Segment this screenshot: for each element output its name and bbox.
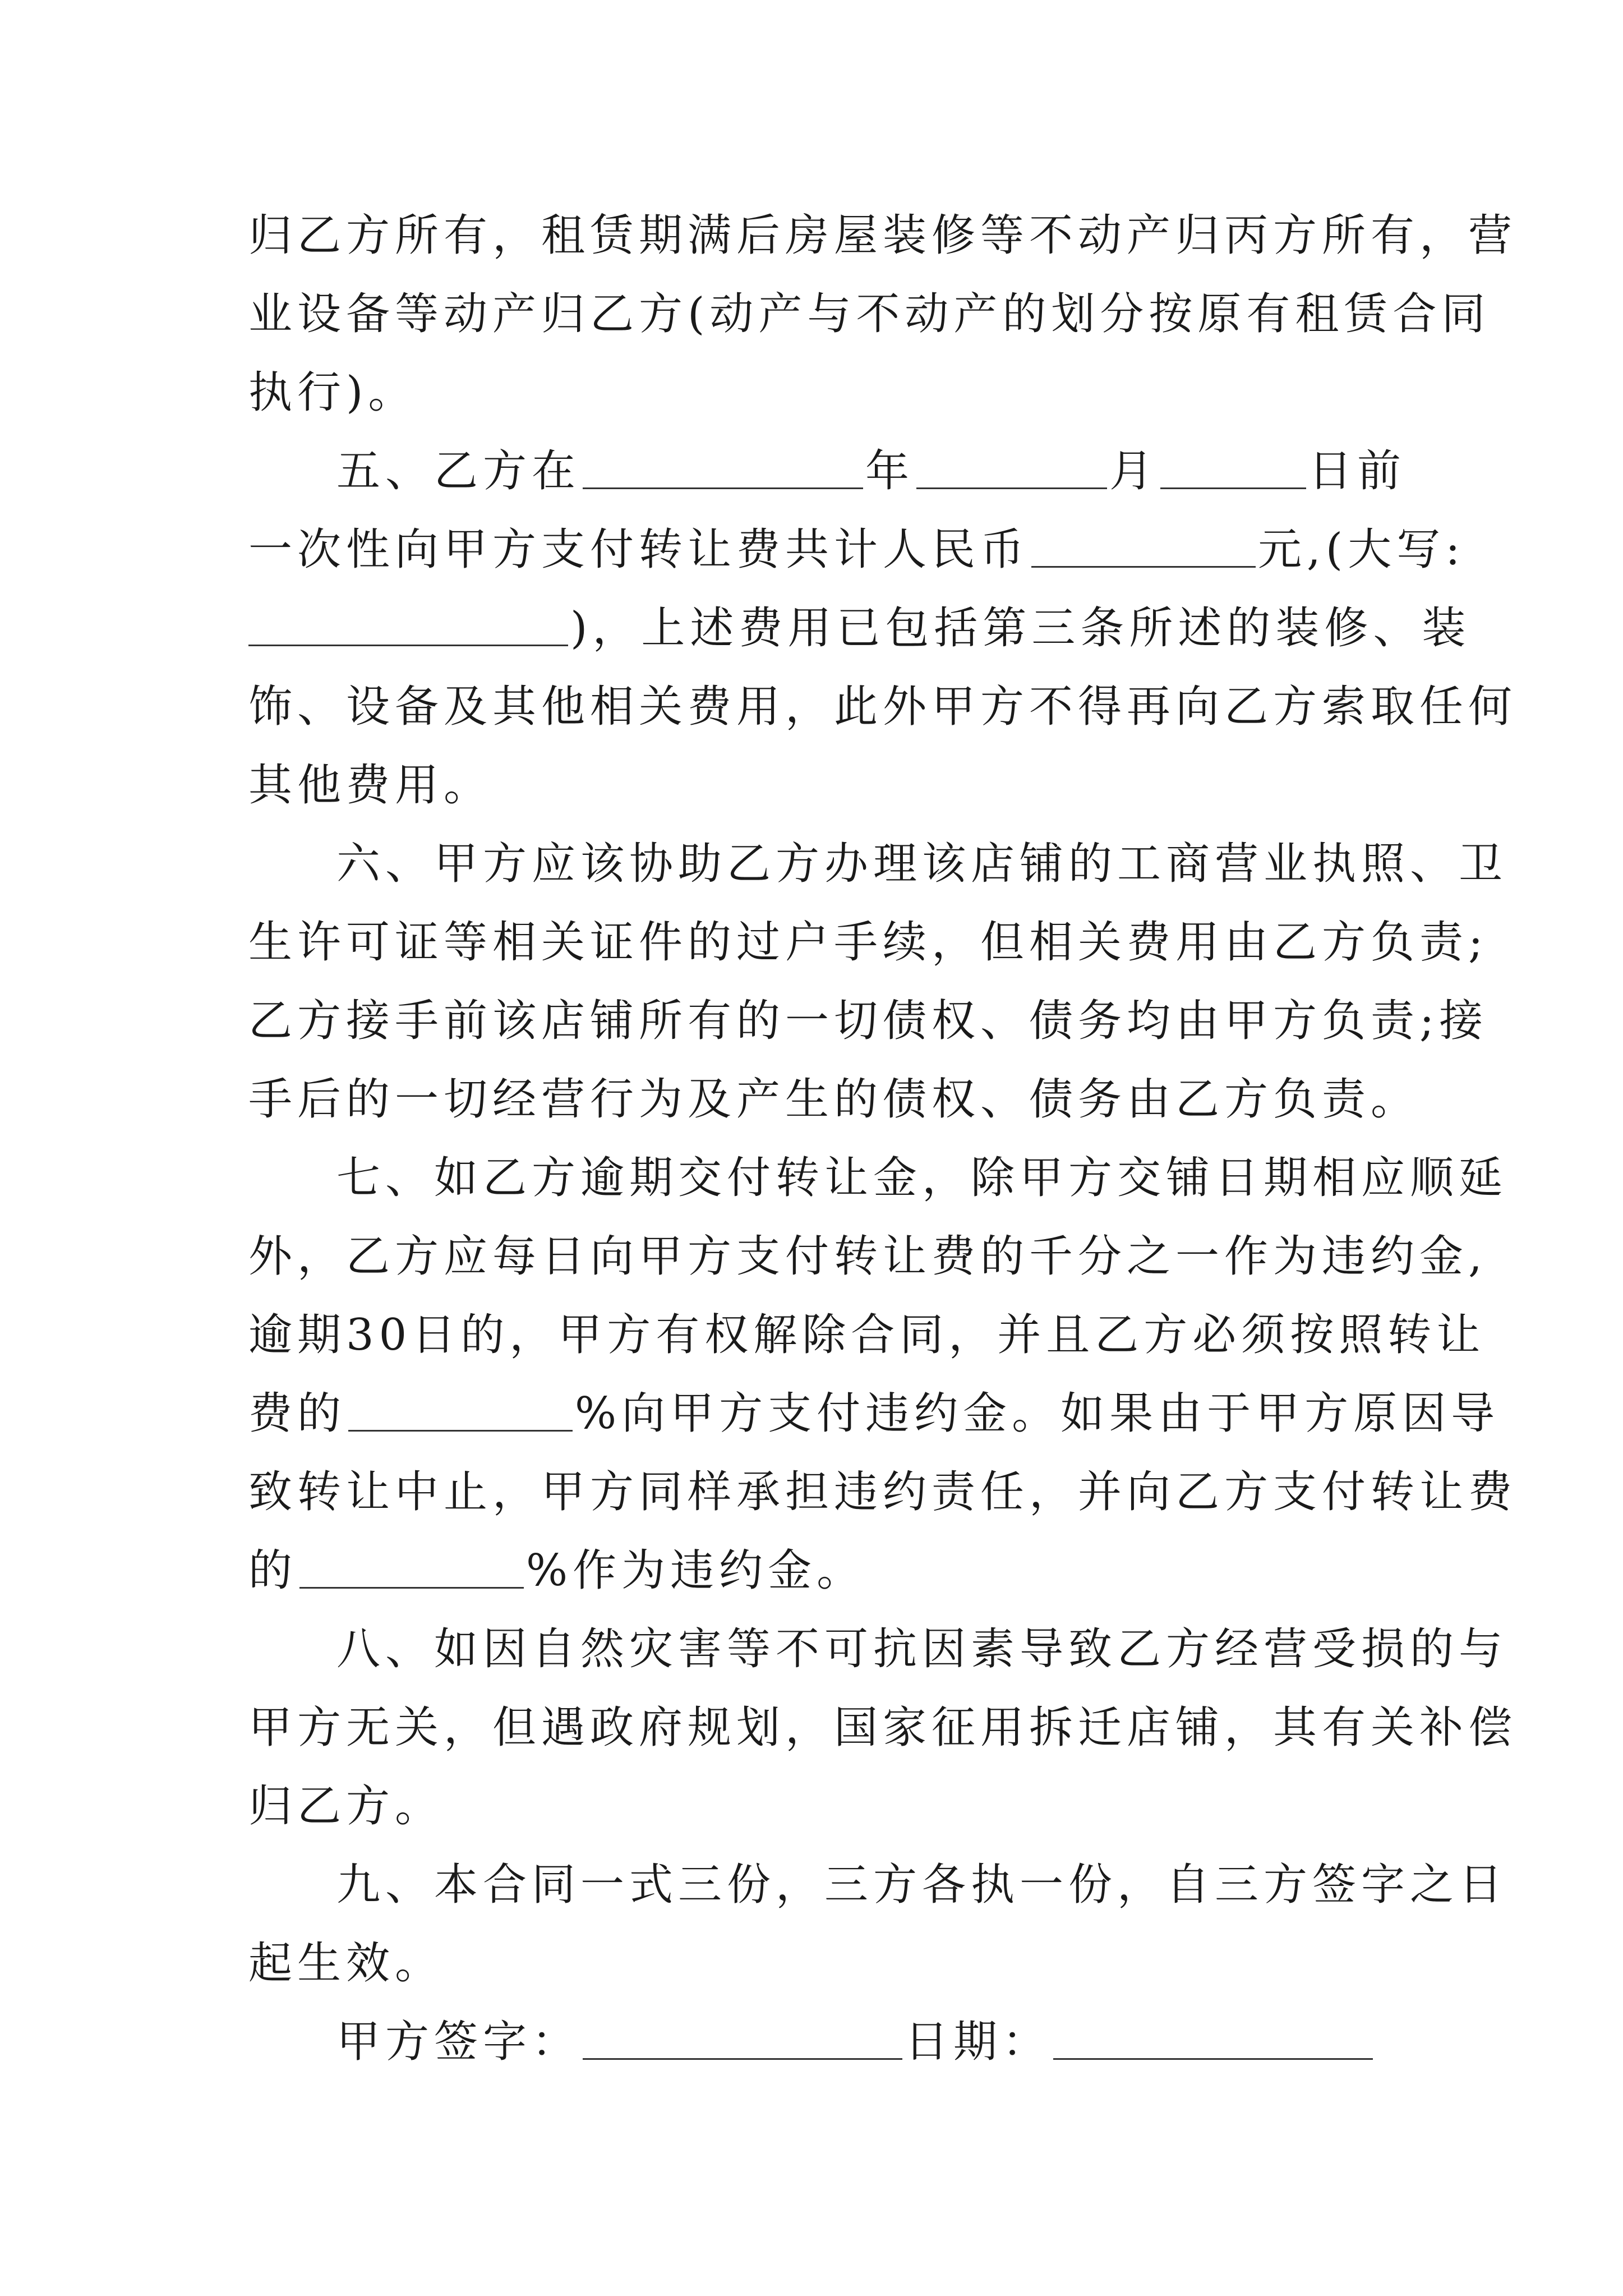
paragraph-line bbox=[248, 1543, 1387, 1599]
paragraph-line bbox=[248, 1307, 1486, 1363]
penalty-percent-blank[interactable] bbox=[348, 1391, 573, 1432]
line-text: 生许可证等相关证件的过户手续，但相关费用由乙方负责; bbox=[248, 917, 1488, 968]
line-text: 六、甲方应该协助乙方办理该店铺的工商营业执照、卫 bbox=[336, 839, 1508, 889]
paragraph-line bbox=[248, 757, 1387, 813]
line-text: 八、如因自然灾害等不可抗因素导致乙方经营受损的与 bbox=[336, 1624, 1508, 1674]
clause-6-line bbox=[336, 836, 1508, 892]
clause-8-line bbox=[336, 1621, 1508, 1677]
signature-label: 甲方签字： bbox=[336, 2017, 581, 2067]
line-text: 年 bbox=[865, 446, 915, 496]
line-text: 月 bbox=[1109, 446, 1159, 496]
paragraph-line bbox=[248, 600, 1471, 656]
penalty-percent-blank-2[interactable] bbox=[299, 1548, 524, 1589]
line-text: 甲方无关，但遇政府规划，国家征用拆迁店铺，其有关补偿 bbox=[248, 1703, 1518, 1753]
line-text: 乙方接手前该店铺所有的一切债权、债务均由甲方负责;接 bbox=[248, 996, 1488, 1046]
line-text: %作为违约金。 bbox=[526, 1545, 866, 1596]
paragraph-line bbox=[248, 1071, 1420, 1128]
date-label: 日期： bbox=[905, 2017, 1052, 2067]
paragraph-line bbox=[248, 1386, 1500, 1442]
line-text: 归乙方所有，租赁期满后房屋装修等不动产归丙方所有，营 bbox=[248, 210, 1518, 261]
clause-5-line bbox=[336, 443, 1407, 499]
line-text: 执行)。 bbox=[248, 367, 417, 418]
line-text: 饰、设备及其他相关费用，此外甲方不得再向乙方索取任何 bbox=[248, 682, 1518, 732]
line-text: )，上述费用已包括第三条所述的装修、装 bbox=[570, 603, 1471, 654]
month-blank[interactable] bbox=[916, 448, 1107, 489]
line-text: 元,(大写: bbox=[1258, 524, 1465, 575]
line-text: 的 bbox=[248, 1545, 298, 1596]
line-text: 日前 bbox=[1308, 446, 1407, 496]
line-text: 业设备等动产归乙方(动产与不动产的划分按原有租赁合同 bbox=[248, 289, 1491, 339]
line-text: 手后的一切经营行为及产生的债权、债务由乙方负责。 bbox=[248, 1074, 1420, 1125]
paragraph-line bbox=[248, 993, 1488, 1049]
line-text: 五、乙方在 bbox=[336, 446, 581, 496]
paragraph-line bbox=[248, 679, 1518, 735]
signature-date-blank[interactable] bbox=[1053, 2019, 1373, 2060]
paragraph-line bbox=[248, 1464, 1518, 1520]
line-text: 其他费用。 bbox=[248, 760, 493, 811]
day-blank[interactable] bbox=[1160, 448, 1306, 489]
line-text: 九、本合同一式三份，三方各执一份，自三方签字之日 bbox=[336, 1860, 1508, 1910]
line-text: 费的 bbox=[248, 1388, 347, 1439]
party-a-signature-blank[interactable] bbox=[583, 2019, 902, 2060]
year-blank[interactable] bbox=[583, 448, 863, 489]
amount-blank[interactable] bbox=[1031, 527, 1256, 568]
amount-in-words-blank[interactable] bbox=[248, 605, 568, 646]
line-text: 归乙方。 bbox=[248, 1781, 444, 1832]
line-text: 致转让中止，甲方同样承担违约责任，并向乙方支付转让费 bbox=[248, 1467, 1518, 1517]
line-text: 逾期30日的，甲方有权解除合同，并且乙方必须按照转让 bbox=[248, 1310, 1486, 1360]
paragraph-line bbox=[248, 1700, 1518, 1756]
clause-7-line bbox=[336, 1150, 1508, 1206]
paragraph-line bbox=[248, 208, 1518, 264]
paragraph-line bbox=[248, 286, 1491, 342]
clause-9-line bbox=[336, 1857, 1508, 1913]
signature-line bbox=[336, 2014, 1387, 2070]
paragraph-line bbox=[248, 1935, 1387, 1991]
paragraph-line bbox=[248, 1778, 1387, 1834]
paragraph-line bbox=[248, 365, 1387, 421]
line-text: 起生效。 bbox=[248, 1938, 444, 1989]
paragraph-line bbox=[248, 914, 1488, 970]
line-text: 外，乙方应每日向甲方支付转让费的千分之一作为违约金, bbox=[248, 1231, 1487, 1282]
line-text: 一次性向甲方支付转让费共计人民币 bbox=[248, 524, 1030, 575]
paragraph-line bbox=[248, 522, 1465, 578]
line-text: 七、如乙方逾期交付转让金，除甲方交铺日期相应顺延 bbox=[336, 1153, 1508, 1203]
line-text: %向甲方支付违约金。如果由于甲方原因导 bbox=[575, 1388, 1500, 1439]
paragraph-line bbox=[248, 1228, 1487, 1285]
